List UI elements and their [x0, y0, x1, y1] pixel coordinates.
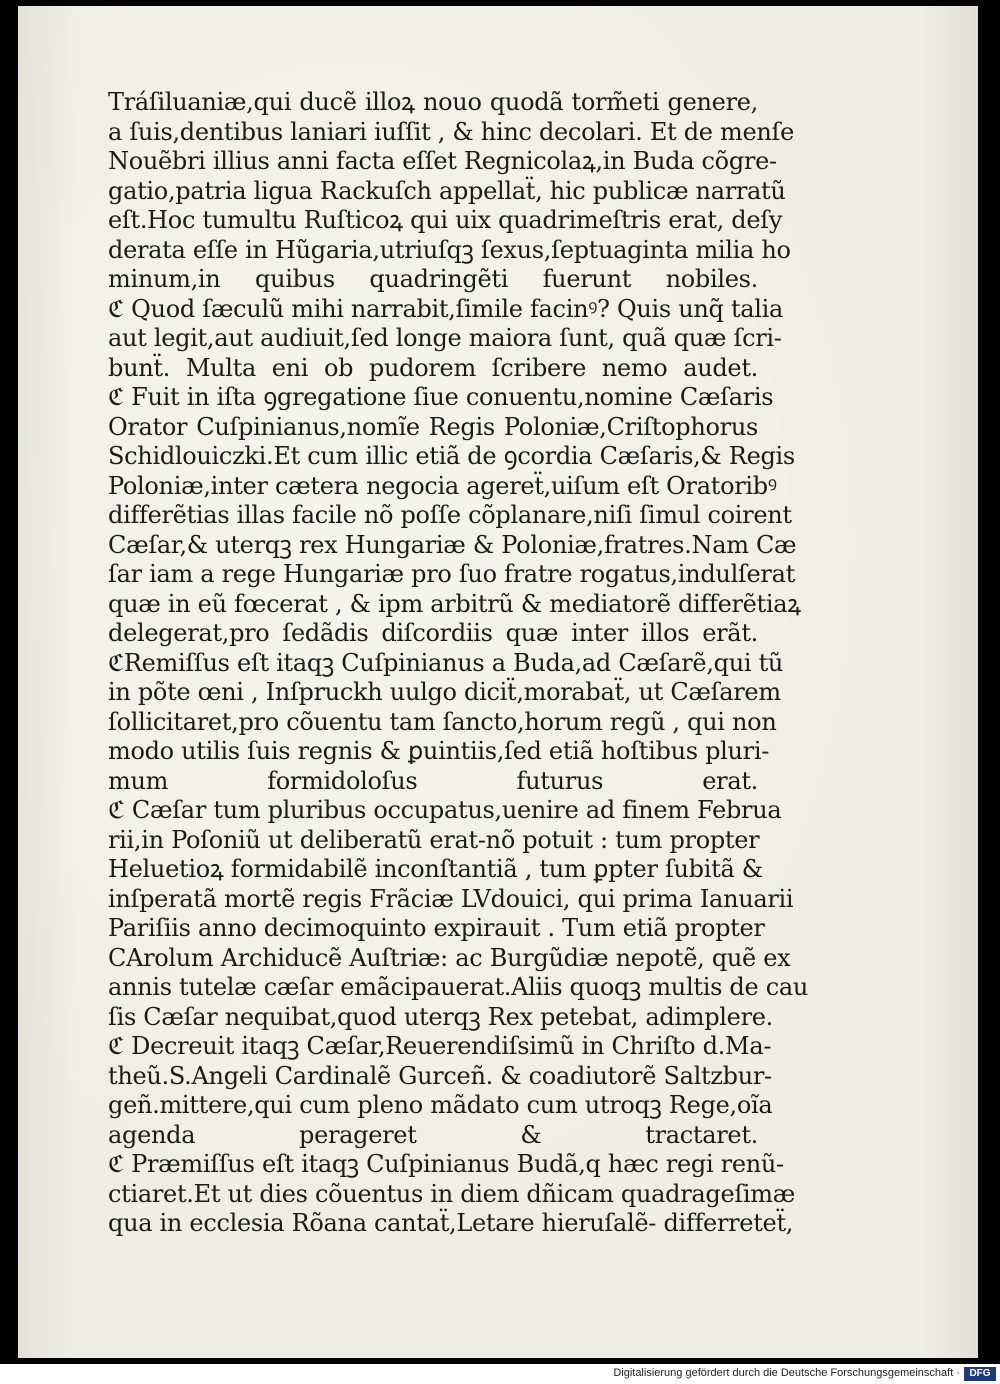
- text-line: modo utilis ſuis regnis & ꝑuintiis,ſed etiã hoſtibus pluri-: [108, 737, 770, 765]
- text-line: ſollicitaret,pro cõuentu tam ſancto,horum regũ , qui non: [108, 707, 777, 736]
- text-line: Pariſiis anno decimoquinto expirauit . Tum etiã propter: [108, 914, 765, 942]
- text-line: annis tutelæ cæſar emãcipauerat.Aliis quoqꝫ multis de cau: [108, 973, 809, 1001]
- text-line: mum formidoloſus futurus erat.: [108, 766, 758, 795]
- dfg-logo: DFG: [964, 1367, 996, 1381]
- text-line: ſar iam a rege Hungariæ pro ſuo fratre rogatus,indulſerat: [108, 560, 795, 588]
- text-line: Schidlouiczki.Et cum illic etiã de ꝯcordia Cæſaris,& Regis: [108, 442, 795, 470]
- text-line: in põte œni , Inſpruckh uulgo diciẗ,morabaẗ, ut Cæſarem: [108, 678, 781, 706]
- text-line: differẽtias illas facile nõ poſſe cõplanare,niſi ſimul coirent: [108, 501, 792, 529]
- text-line: Heluetioꝝ formidabilẽ inconſtantiã , tum ꝑpter ſubitã &: [108, 855, 763, 883]
- text-line: qua in ecclesia Rõana cantaẗ,Letare hieruſalẽ- differreteẗ,: [108, 1209, 794, 1237]
- text-line: aut legit,aut audiuit,ſed longe maiora ſunt, quã quæ ſcri-: [108, 324, 782, 352]
- book-page: [18, 6, 978, 1358]
- text-line: geñ.mittere,qui cum pleno mãdato cum utroqꝫ Rege,oĩa: [108, 1091, 773, 1119]
- text-line: a ſuis,dentibus laniari iuſſit , & hinc decolari. Et de menſe: [108, 117, 795, 146]
- text-line: ℭRemiſſus eſt itaqꝫ Cuſpinianus a Buda,ad Cæſarẽ,qui tũ: [108, 648, 784, 677]
- text-line: Tráſiluaniæ,qui ducẽ illoꝝ nouo quodã torm̃eti genere,: [108, 88, 758, 116]
- text-line: gatio,patria ligua Rackuſch appellaẗ, hic publicæ narratũ: [108, 176, 786, 205]
- text-line: Nouẽbri illius anni facta eſſet Regnicolaꝝ,in Buda cõgre-: [108, 147, 777, 175]
- text-line: ℭ Cæſar tum pluribus occupatus,uenire ad finem Februa: [108, 796, 782, 824]
- text-line: derata eſſe in Hũgaria,utriuſqꝫ ſexus,ſeptuaginta milia ho: [108, 235, 791, 264]
- text-line: ctiaret.Et ut dies cõuentus in diem dñicam quadrageſimæ: [108, 1179, 796, 1208]
- text-line: Poloniæ,inter cætera negocia agereẗ,uiſum eſt Oratoribꝰ: [108, 471, 777, 500]
- text-line: Cæſar,& uterqꝫ rex Hungariæ & Poloniæ,fratres.Nam Cæ: [108, 530, 797, 559]
- text-line: CArolum Archiducẽ Auſtriæ: ac Burgũdiæ nepotẽ, quẽ ex: [108, 943, 791, 972]
- footer-credit: Digitalisierung gefördert durch die Deutsche Forschungsgemeinschaft ·: [613, 1367, 960, 1379]
- text-line: ℭ Quod ſæculũ mihi narrabit,ſimile facinꝰ? Quis unq̃ talia: [108, 294, 784, 323]
- text-line: delegerat,pro ſedãdis diſcordiis quæ inter illos erãt.: [108, 619, 758, 647]
- text-line: theũ.S.Angeli Cardinalẽ Gurceñ. & coadiutorẽ Saltzbur-: [108, 1061, 772, 1090]
- text-line: quæ in eũ fœcerat , & ipm arbitrũ & mediatorẽ differẽtiaꝝ: [108, 589, 801, 618]
- page-text-block: [108, 88, 809, 1239]
- text-line: rii,in Poſoniũ ut deliberatũ erat-nõ potuit : tum propter: [108, 825, 760, 854]
- text-line: minum,in quibus quadringẽti fuerunt nobiles.: [108, 265, 758, 293]
- text-line: eſt.Hoc tumultu Ruſticoꝝ qui uix quadrimeſtris erat, deſy: [108, 206, 783, 234]
- text-line: agenda perageret & tractaret.: [108, 1120, 758, 1149]
- text-line: inſperatã mortẽ regis Frãciæ LVdouici, qui prima Ianuarii: [108, 884, 794, 913]
- text-line: ℭ Fuit in iſta ꝯgregatione ſiue conuentu,nomine Cæſaris: [108, 383, 774, 411]
- text-line: Orator Cuſpinianus,nomĩe Regis Poloniæ,Criſtophorus: [108, 412, 758, 441]
- text-line: ℭ Præmiſſus eſt itaqꝫ Cuſpinianus Budã,q hæc regi renũ-: [108, 1150, 784, 1178]
- text-line: bunẗ. Multa eni ob pudorem ſcribere nemo audet.: [108, 353, 758, 382]
- text-line: ſis Cæſar nequibat,quod uterqꝫ Rex petebat, adimplere.: [108, 1002, 773, 1031]
- digitization-footer: [0, 1364, 1000, 1384]
- text-line: ℭ Decreuit itaqꝫ Cæſar,Reuerendiſsimũ in Chriſto d.Ma-: [108, 1032, 772, 1060]
